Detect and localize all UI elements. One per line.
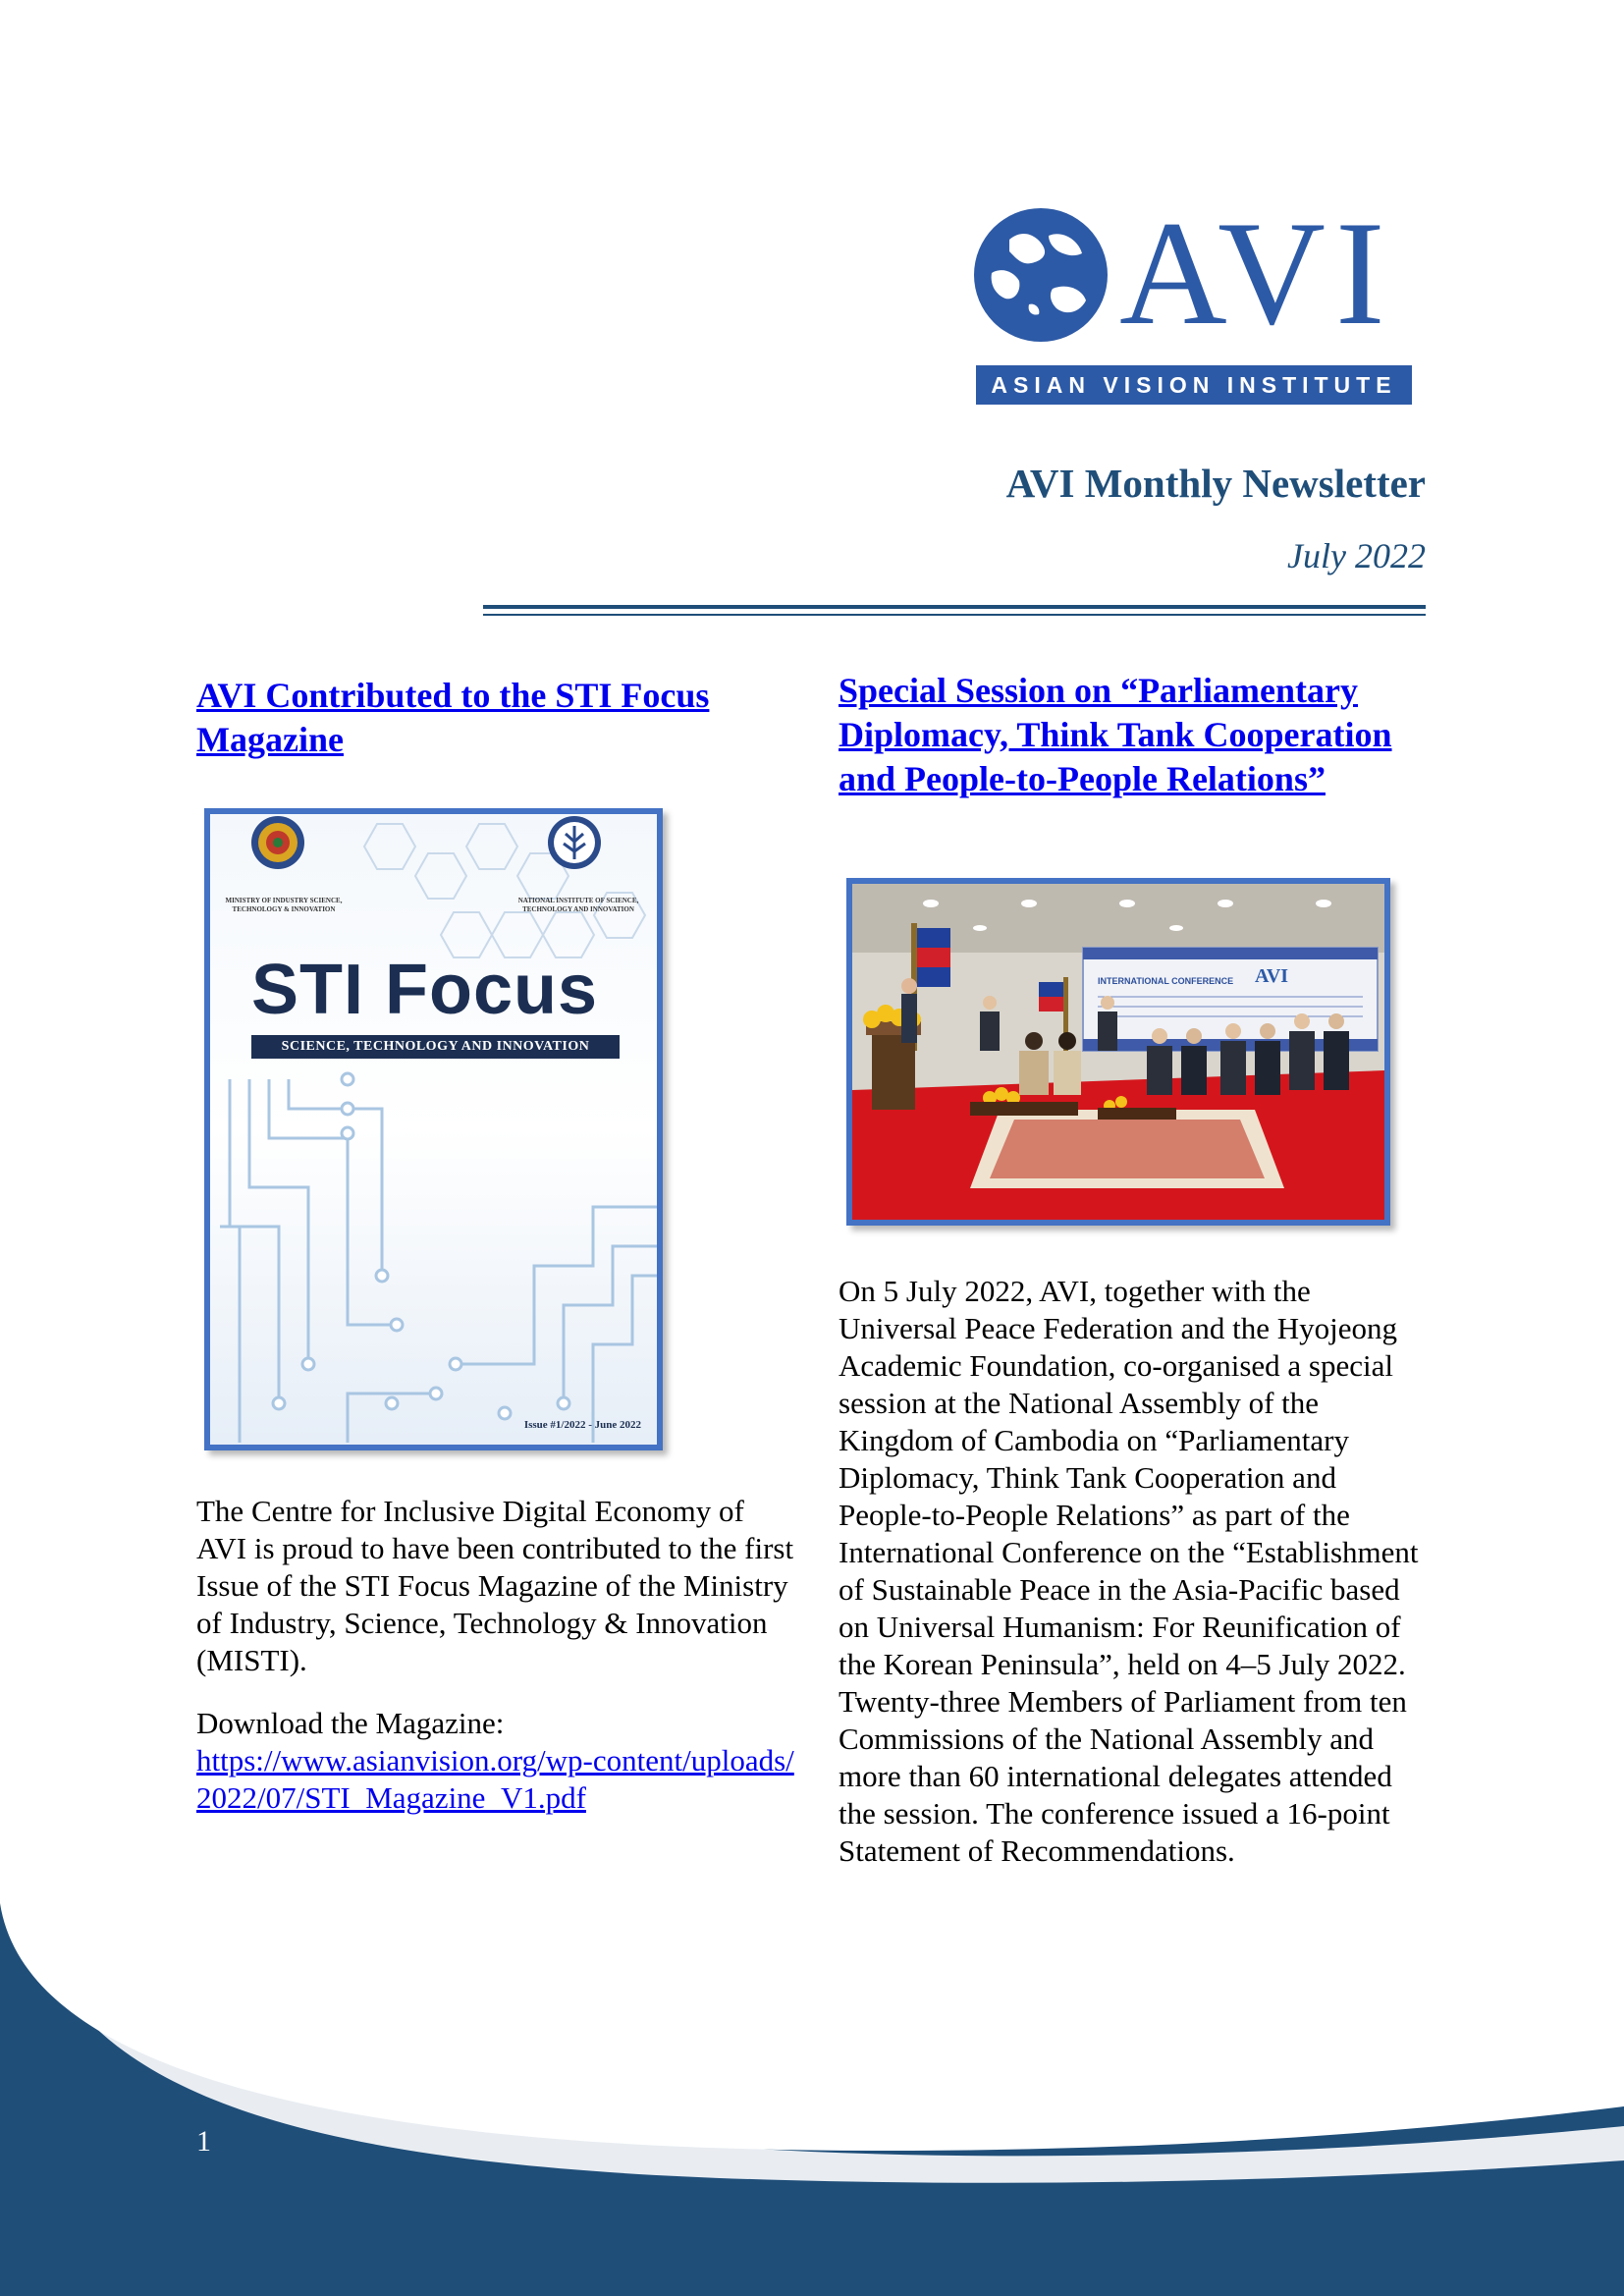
- cover-subtitle: SCIENCE, TECHNOLOGY AND INNOVATION: [251, 1035, 620, 1059]
- ministry-seal-icon: [249, 814, 306, 871]
- page-number: 1: [196, 2125, 211, 2158]
- special-session-photo: [846, 878, 1390, 1226]
- right-article: [839, 671, 1428, 1868]
- download-block: [196, 1705, 795, 1817]
- conference-scene: [852, 884, 1384, 1220]
- logo-tagline: ASIAN VISION INSTITUTE: [976, 365, 1412, 405]
- banner-heading: INTERNATIONAL CONFERENCE: [1098, 976, 1234, 986]
- footer-wave: [0, 1866, 1624, 2296]
- right-article-body: On 5 July 2022, AVI, together with the Universal Peace Federation and the Hyojeong Academic Foundation, co-organised a special session at the National Assembly of the Kingdom of Cambodia on “Parliamentary Diplomacy, Think Tank Cooperation and People-to-People Relations” as part of the International Conference on the “Establishment of Sustainable Peace in the Asia-Pacific based on Universal Humanism: For Reunification of the Korean Peninsula”, held on 4–5 July 2022. Twenty-three Members of Parliament from ten Commissions of the National Assembly and more than 60 international delegates attended the session. The conference issued a 16-point Statement of Recommendations.: [839, 1274, 1419, 1868]
- cover-issue: Issue #1/2022 - June 2022: [523, 1419, 641, 1431]
- right-article-title[interactable]: Special Session on “Parliamentary Diplomacy, Think Tank Cooperation and People-to-People Relations”: [839, 671, 1392, 798]
- magazine-download-link[interactable]: https://www.asianvision.org/wp-content/uploads/2022/07/STI_Magazine_V1.pdf: [196, 1743, 794, 1815]
- download-label: Download the Magazine:: [196, 1706, 505, 1740]
- institute-seal-icon: [546, 814, 603, 871]
- left-article-title[interactable]: AVI Contributed to the STI Focus Magazine: [196, 676, 710, 759]
- header-divider-thin: [483, 614, 1426, 616]
- cover-ministry-left: MINISTRY OF INDUSTRY SCIENCE, TECHNOLOGY & INNOVATION: [225, 897, 343, 913]
- header-divider: [483, 605, 1426, 609]
- newsletter-date: July 2022: [1287, 536, 1426, 575]
- cover-ministry-right: NATIONAL INSTITUTE OF SCIENCE, TECHNOLOGY AND INNOVATION: [517, 897, 639, 913]
- newsletter-title: AVI Monthly Newsletter: [1005, 461, 1426, 506]
- sti-magazine-cover: [204, 808, 663, 1450]
- left-article: [196, 674, 795, 1815]
- logo-wordmark: AVI: [1119, 191, 1395, 355]
- avi-logo: [972, 191, 1424, 412]
- left-article-body: The Centre for Inclusive Digital Economy of AVI is proud to have been contributed to the first Issue of the STI Focus Magazine of the Ministry of Industry, Science, Technology & Innovation (MISTI).: [196, 1494, 794, 1677]
- cover-title: STI Focus: [251, 951, 599, 1029]
- globe-icon: [972, 206, 1110, 344]
- banner-logo: AVI: [1255, 965, 1289, 987]
